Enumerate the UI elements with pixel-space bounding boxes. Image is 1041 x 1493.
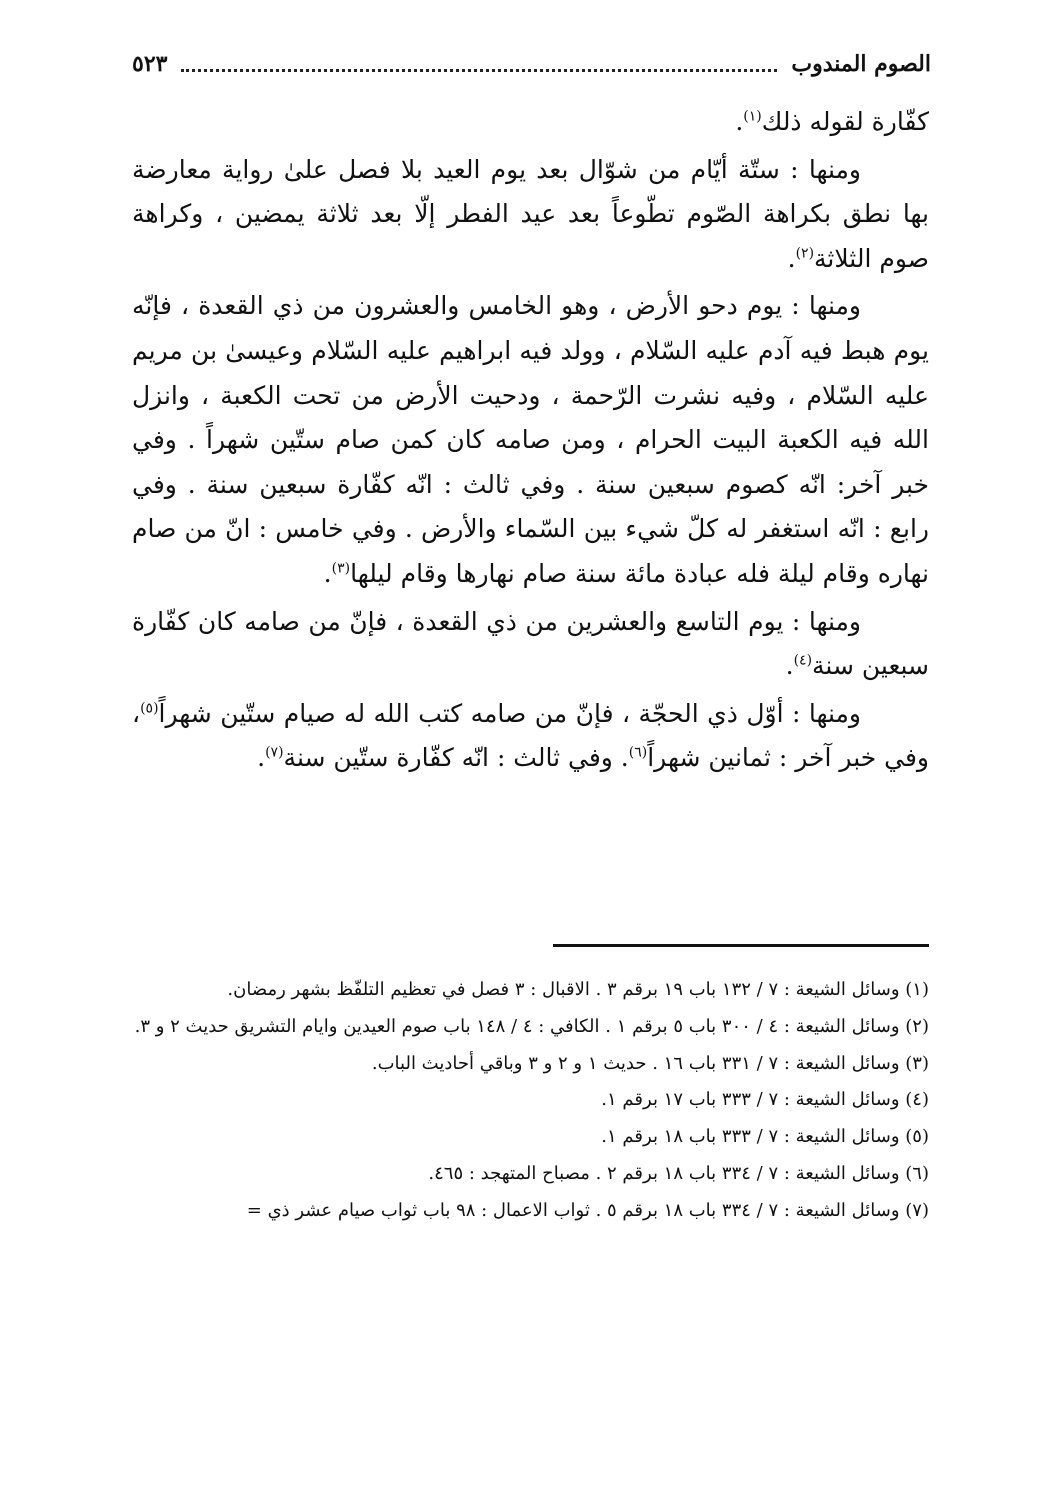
footnote-3: (٣) وسائل الشيعة : ٧ / ٣٣١ باب ١٦ . حديث ١ و ٢ و ٣ وباقي أحاديث الباب. bbox=[371, 1052, 929, 1074]
paragraph-5-text-c: . وفي ثالث : انّه كفّارة ستّين سنة bbox=[283, 743, 629, 773]
footnote-ref-1: (١) bbox=[743, 108, 762, 125]
footnote-1: (١) وسائل الشيعة : ٧ / ١٣٢ باب ١٩ برقم ٣ . الاقبال : ٣ فصل في تعظيم التلفّظ بشهر رمضان. bbox=[227, 979, 929, 1000]
paragraph-5-text-a: ومنها : أوّل ذي الحجّة ، فإنّ من صامه كتب الله له صيام ستّين شهراً bbox=[158, 698, 861, 728]
paragraph-3-text: ومنها : يوم دحو الأرض ، وهو الخامس والعشرون من ذي القعدة ، فإنّه يوم هبط فيه آدم عليه السّلام ، وولد فيه ابراهيم عليه السّلام وعيسىٰ بن مريم عليه السّلام ، وفيه نشرت الرّحمة ، ودحيت الأرض من تحت الكعبة ، وانزل الله فيه الكعبة البيت الحرام ، ومن صامه كان كمن صام ستّين شهراً . وفي خبر آخر: انّه كصوم سبعين سنة . وفي ثالث : انّه كفّارة سبعين سنة . وفي رابع : انّه استغفر له كلّ شيء بين السّماء والأرض . وفي خامس : انّ من صام نهاره وقام ليلة فله عبادة مائة سنة صام نهارها وقام ليلها bbox=[132, 291, 930, 588]
paragraph-2-text: ومنها : ستّة أيّام من شوّال بعد يوم العيد بلا فصل علىٰ رواية معارضة بها نطق بكراهة الصّوم تطّوعاً بعد عيد الفطر إلّا بعد ثلاثة يمضين ، وكراهة صوم الثلاثة bbox=[132, 154, 929, 273]
paragraph-4-end: . bbox=[785, 651, 794, 681]
paragraph-3 bbox=[132, 284, 929, 596]
footnote-6: (٦) وسائل الشيعة : ٧ / ٣٣٤ باب ١٨ برقم ٢ . مصباح المتهجد : ٤٦٥. bbox=[428, 1162, 929, 1184]
paragraph-1-end: . bbox=[735, 107, 744, 136]
footnote-7: (٧) وسائل الشيعة : ٧ / ٣٣٤ باب ١٨ برقم ٥ . ثواب الاعمال : ٩٨ باب ثواب صيام عشر ذي = bbox=[246, 1199, 929, 1221]
main-text bbox=[132, 100, 929, 784]
footnote-4: (٤) وسائل الشيعة : ٧ / ٣٣٣ باب ١٧ برقم ١. bbox=[601, 1089, 929, 1111]
footnote-separator bbox=[553, 944, 929, 947]
paragraph-5-end: . bbox=[257, 743, 266, 773]
paragraph-2-end: . bbox=[787, 243, 796, 273]
paragraph-4-text: ومنها : يوم التاسع والعشرين من ذي القعدة ، فإنّ من صامه كان كفّارة سبعين سنة bbox=[132, 606, 929, 681]
footnote-ref-2: (٢) bbox=[795, 245, 815, 262]
footnote-ref-3: (٣) bbox=[331, 560, 351, 577]
footnote-5: (٥) وسائل الشيعة : ٧ / ٣٣٣ باب ١٨ برقم ١. bbox=[601, 1126, 929, 1148]
paragraph-2 bbox=[132, 148, 929, 282]
footnote-ref-6: (٦) bbox=[628, 744, 648, 761]
paragraph-5-text-b: ، وفي خبر آخر : ثمانين شهراً bbox=[132, 698, 929, 773]
paragraph-4 bbox=[132, 600, 929, 689]
paragraph-3-end: . bbox=[323, 558, 332, 588]
paragraph-1-text: كفّارة لقوله ذلك bbox=[761, 107, 929, 136]
paragraph-1 bbox=[132, 100, 929, 145]
chapter-title: الصوم المندوب bbox=[791, 51, 931, 77]
running-header bbox=[132, 44, 931, 84]
footnotes bbox=[112, 972, 929, 1230]
page-number: ٥٢٣ bbox=[132, 51, 168, 77]
footnote-ref-7: (٧) bbox=[265, 744, 284, 761]
footnote-ref-5: (٥) bbox=[140, 700, 159, 717]
paragraph-5 bbox=[132, 692, 929, 781]
footnote-ref-4: (٤) bbox=[793, 652, 813, 669]
leader-dots bbox=[181, 69, 777, 72]
footnote-2: (٢) وسائل الشيعة : ٤ / ٣٠٠ باب ٥ برقم ١ . الكافي : ٤ / ١٤٨ باب صوم العيدين وايام التشريق حديث ٢ و ٣. bbox=[134, 1015, 929, 1037]
